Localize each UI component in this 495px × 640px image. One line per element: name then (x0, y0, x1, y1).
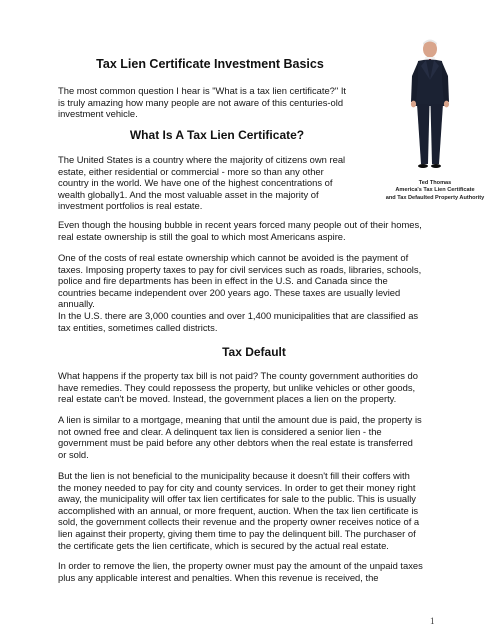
caption-name: Ted Thomas (418, 180, 452, 186)
text-line: countries became independent over 200 years ago. These taxes are usually levied (58, 286, 401, 298)
text-line: The most common question I hear is "What is a tax lien certificate?" It (58, 85, 347, 96)
caption-line: and Tax Defaulted Property Authority (385, 194, 485, 201)
text-line: tax entities, sometimes called districts. (58, 321, 218, 333)
text-line: plus any applicable interest and penalties. When this revenue is received, the (58, 571, 379, 583)
text-line: What happens if the property tax bill is not paid? The county government authorities do (58, 370, 418, 381)
text-line: One of the costs of real estate ownership which cannot be avoided is the payment of (58, 252, 409, 263)
text-line: police and fire departments has been in effect in the U.S. and Canada since the (58, 275, 388, 287)
text-line: estate, either residential or commercial - more so than any other (58, 165, 324, 177)
text-line: sold, the government collects their revenue and the property owner receives notice of a (58, 516, 420, 528)
text-line: Even though the housing bubble in recent years forced many people out of their homes, (58, 219, 422, 230)
text-line: or sold. (58, 448, 89, 460)
text-line: is truly amazing how many people are not aware of this centuries-old (58, 96, 344, 108)
text-line: away, the municipality will offer tax lien certificates for sale to the public. This is usually (58, 493, 416, 505)
paragraph-lien (58, 414, 450, 460)
text-line: wealth globally1. And the most valuable asset in the majority of (58, 188, 319, 200)
man-in-suit-illustration (390, 36, 490, 176)
text-line: real estate ownership is still the goal to which most Americans aspire. (58, 230, 346, 242)
text-line: But the lien is not beneficial to the municipality because it doesn't fill their coffers with (58, 470, 410, 481)
paragraph-benefit (58, 470, 450, 551)
text-line: not owned free and clear. A delinquent tax lien is considered a senior lien - the (58, 425, 382, 437)
text-line: taxes. Imposing property taxes to pay for civil services such as roads, libraries, schools, (58, 263, 422, 275)
text-line: In order to remove the lien, the property owner must pay the amount of the unpaid taxes (58, 560, 423, 571)
text-line: investment portfolios is real estate. (58, 200, 203, 212)
heading-tax-default: Tax Default (222, 345, 286, 359)
page-number: 1 (430, 616, 435, 626)
paragraph-remove (58, 560, 450, 583)
text-line: investment vehicle. (58, 108, 138, 120)
text-line: the money needed to pay for city and county services. In order to get their money right (58, 481, 416, 493)
text-line: lien against their property, giving them time to pay the delinquent bill. The purchaser of (58, 527, 416, 539)
text-line: The United States is a country where the majority of citizens own real (58, 154, 346, 165)
paragraph-us (58, 154, 430, 212)
text-line: have remedies. They could repossess the property, but unlike vehicles or other goods, (58, 381, 416, 393)
text-line: In the U.S. there are 3,000 counties and over 1,400 municipalities that are classified as (58, 309, 419, 321)
page-title: Tax Lien Certificate Investment Basics (96, 57, 324, 71)
paragraph-housing (58, 219, 450, 242)
caption-line: America's Tax Lien Certificate (395, 187, 475, 194)
paragraph-costs (58, 252, 450, 333)
text-line: government must be paid before any other debtors when the real estate is transferred (58, 437, 413, 449)
intro-paragraph (58, 85, 430, 120)
text-line: the certificate gets the lien certificate, which is secured by the actual real estate. (58, 539, 389, 551)
text-line: country in the world. We have one of the highest concentrations of (58, 177, 333, 189)
paragraph-default (58, 370, 450, 405)
text-line: real estate can't be moved. Instead, the government places a lien on the property. (58, 393, 397, 405)
text-line: A lien is similar to a mortgage, meaning that until the amount due is paid, the property is (58, 414, 422, 425)
text-line: annually. (58, 298, 95, 310)
heading-what-is: What Is A Tax Lien Certificate? (129, 128, 305, 142)
text-line: accomplished with an annual, or more frequent, auction. When the tax lien certificate is (58, 504, 419, 516)
photo-caption (380, 180, 490, 202)
